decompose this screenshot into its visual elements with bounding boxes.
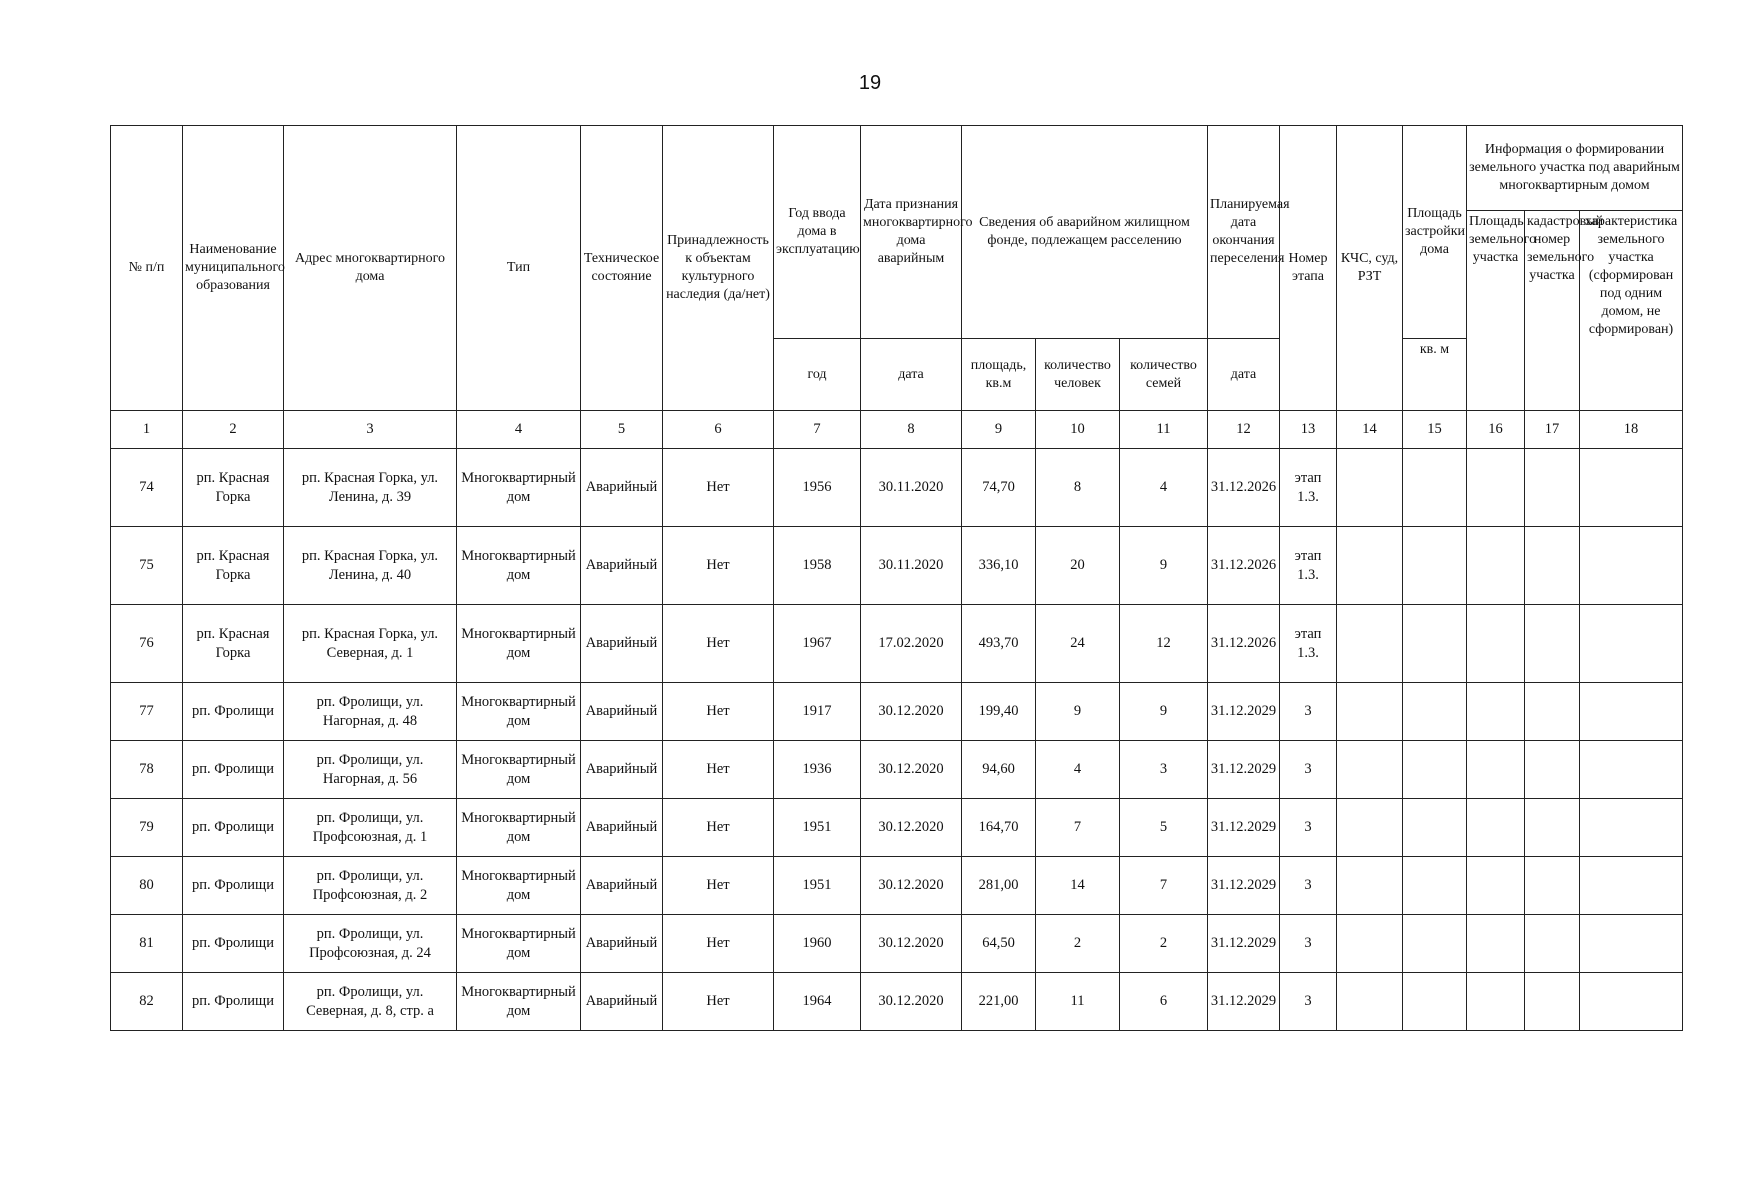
column-number: 18	[1580, 411, 1683, 449]
empty-cell	[1467, 799, 1525, 857]
people-cell: 2	[1036, 915, 1120, 973]
people-cell: 8	[1036, 449, 1120, 527]
header-num: № п/п	[111, 126, 183, 411]
empty-cell	[1525, 741, 1580, 799]
row-number: 82	[111, 973, 183, 1031]
planned-date-cell: 31.12.2029	[1208, 973, 1280, 1031]
column-number: 3	[284, 411, 457, 449]
type-cell: Многоквартирный дом	[457, 973, 581, 1031]
address-cell: рп. Фролищи, ул. Нагорная, д. 48	[284, 683, 457, 741]
condition-cell: Аварийный	[581, 449, 663, 527]
column-number: 7	[774, 411, 861, 449]
empty-cell	[1467, 857, 1525, 915]
stage-cell: 3	[1280, 799, 1337, 857]
subheader-plan-date: дата	[1208, 339, 1280, 411]
address-cell: рп. Фролищи, ул. Профсоюзная, д. 1	[284, 799, 457, 857]
empty-cell	[1525, 857, 1580, 915]
area-cell: 281,00	[962, 857, 1036, 915]
type-cell: Многоквартирный дом	[457, 449, 581, 527]
families-cell: 3	[1120, 741, 1208, 799]
type-cell: Многоквартирный дом	[457, 799, 581, 857]
people-cell: 4	[1036, 741, 1120, 799]
header-kchs: КЧС, суд, РЗТ	[1337, 126, 1403, 411]
empty-cell	[1580, 799, 1683, 857]
header-municipality: Наименование муниципального образования	[183, 126, 284, 411]
people-cell: 7	[1036, 799, 1120, 857]
column-number: 10	[1036, 411, 1120, 449]
empty-cell	[1337, 683, 1403, 741]
emergency-housing-table	[110, 125, 1683, 1031]
table-row	[111, 857, 1683, 915]
stage-cell: 3	[1280, 857, 1337, 915]
families-cell: 6	[1120, 973, 1208, 1031]
empty-cell	[1525, 527, 1580, 605]
planned-date-cell: 31.12.2029	[1208, 857, 1280, 915]
column-number: 14	[1337, 411, 1403, 449]
empty-cell	[1580, 683, 1683, 741]
empty-cell	[1403, 527, 1467, 605]
empty-cell	[1403, 857, 1467, 915]
year-cell: 1967	[774, 605, 861, 683]
stage-cell: 3	[1280, 915, 1337, 973]
families-cell: 9	[1120, 683, 1208, 741]
empty-cell	[1337, 973, 1403, 1031]
area-cell: 64,50	[962, 915, 1036, 973]
header-recognition-date: Дата признания многоквартирного дома аварийным	[861, 126, 962, 339]
subheader-area: площадь, кв.м	[962, 339, 1036, 411]
people-cell: 14	[1036, 857, 1120, 915]
area-cell: 94,60	[962, 741, 1036, 799]
empty-cell	[1580, 857, 1683, 915]
header-condition: Техническое состояние	[581, 126, 663, 411]
planned-date-cell: 31.12.2029	[1208, 683, 1280, 741]
recognition-date-cell: 30.12.2020	[861, 799, 962, 857]
address-cell: рп. Фролищи, ул. Профсоюзная, д. 2	[284, 857, 457, 915]
column-number: 17	[1525, 411, 1580, 449]
subheader-year: год	[774, 339, 861, 411]
stage-cell: 3	[1280, 683, 1337, 741]
planned-date-cell: 31.12.2026	[1208, 449, 1280, 527]
address-cell: рп. Фролищи, ул. Профсоюзная, д. 24	[284, 915, 457, 973]
people-cell: 11	[1036, 973, 1120, 1031]
municipality-cell: рп. Красная Горка	[183, 605, 284, 683]
empty-cell	[1467, 683, 1525, 741]
heritage-cell: Нет	[663, 973, 774, 1031]
recognition-date-cell: 30.12.2020	[861, 741, 962, 799]
empty-cell	[1467, 915, 1525, 973]
condition-cell: Аварийный	[581, 973, 663, 1031]
row-number: 78	[111, 741, 183, 799]
address-cell: рп. Фролищи, ул. Северная, д. 8, стр. а	[284, 973, 457, 1031]
column-number: 2	[183, 411, 284, 449]
recognition-date-cell: 30.12.2020	[861, 973, 962, 1031]
row-number: 75	[111, 527, 183, 605]
empty-cell	[1337, 741, 1403, 799]
table-row	[111, 799, 1683, 857]
empty-cell	[1525, 683, 1580, 741]
empty-cell	[1525, 973, 1580, 1031]
families-cell: 5	[1120, 799, 1208, 857]
empty-cell	[1467, 449, 1525, 527]
header-planned-date: Планируемая дата окончания переселения	[1208, 126, 1280, 339]
empty-cell	[1403, 605, 1467, 683]
municipality-cell: рп. Фролищи	[183, 973, 284, 1031]
empty-cell	[1467, 973, 1525, 1031]
empty-cell	[1467, 527, 1525, 605]
empty-cell	[1525, 605, 1580, 683]
condition-cell: Аварийный	[581, 605, 663, 683]
table-row	[111, 741, 1683, 799]
recognition-date-cell: 30.12.2020	[861, 683, 962, 741]
area-cell: 74,70	[962, 449, 1036, 527]
year-cell: 1958	[774, 527, 861, 605]
stage-cell: этап 1.3.	[1280, 527, 1337, 605]
families-cell: 2	[1120, 915, 1208, 973]
empty-cell	[1403, 915, 1467, 973]
condition-cell: Аварийный	[581, 683, 663, 741]
header-housing-info: Сведения об аварийном жилищном фонде, подлежащем расселению	[962, 126, 1208, 339]
empty-cell	[1337, 799, 1403, 857]
empty-cell	[1337, 857, 1403, 915]
header-land-area: Площадь земельного участка	[1467, 211, 1525, 411]
municipality-cell: рп. Фролищи	[183, 683, 284, 741]
municipality-cell: рп. Красная Горка	[183, 527, 284, 605]
year-cell: 1917	[774, 683, 861, 741]
empty-cell	[1580, 605, 1683, 683]
people-cell: 9	[1036, 683, 1120, 741]
heritage-cell: Нет	[663, 683, 774, 741]
table-row	[111, 973, 1683, 1031]
empty-cell	[1337, 527, 1403, 605]
heritage-cell: Нет	[663, 915, 774, 973]
planned-date-cell: 31.12.2029	[1208, 741, 1280, 799]
row-number: 80	[111, 857, 183, 915]
empty-cell	[1337, 915, 1403, 973]
municipality-cell: рп. Фролищи	[183, 799, 284, 857]
column-number: 15	[1403, 411, 1467, 449]
municipality-cell: рп. Фролищи	[183, 857, 284, 915]
municipality-cell: рп. Красная Горка	[183, 449, 284, 527]
header-building-area: Площадь застройки дома	[1403, 126, 1467, 339]
table-row	[111, 449, 1683, 527]
heritage-cell: Нет	[663, 857, 774, 915]
subheader-families: количество семей	[1120, 339, 1208, 411]
planned-date-cell: 31.12.2026	[1208, 605, 1280, 683]
column-number: 16	[1467, 411, 1525, 449]
column-number: 11	[1120, 411, 1208, 449]
empty-cell	[1580, 741, 1683, 799]
stage-cell: этап 1.3.	[1280, 449, 1337, 527]
people-cell: 24	[1036, 605, 1120, 683]
column-number: 4	[457, 411, 581, 449]
empty-cell	[1580, 973, 1683, 1031]
column-number: 13	[1280, 411, 1337, 449]
empty-cell	[1467, 741, 1525, 799]
header-year: Год ввода дома в эксплуатацию	[774, 126, 861, 339]
recognition-date-cell: 30.11.2020	[861, 527, 962, 605]
condition-cell: Аварийный	[581, 857, 663, 915]
area-cell: 164,70	[962, 799, 1036, 857]
table-row	[111, 683, 1683, 741]
type-cell: Многоквартирный дом	[457, 683, 581, 741]
column-number: 9	[962, 411, 1036, 449]
people-cell: 20	[1036, 527, 1120, 605]
empty-cell	[1525, 799, 1580, 857]
row-number: 76	[111, 605, 183, 683]
municipality-cell: рп. Фролищи	[183, 915, 284, 973]
row-number: 81	[111, 915, 183, 973]
address-cell: рп. Красная Горка, ул. Ленина, д. 39	[284, 449, 457, 527]
year-cell: 1951	[774, 799, 861, 857]
condition-cell: Аварийный	[581, 527, 663, 605]
year-cell: 1960	[774, 915, 861, 973]
empty-cell	[1403, 683, 1467, 741]
column-number: 8	[861, 411, 962, 449]
heritage-cell: Нет	[663, 605, 774, 683]
year-cell: 1964	[774, 973, 861, 1031]
row-number: 77	[111, 683, 183, 741]
type-cell: Многоквартирный дом	[457, 741, 581, 799]
page-number: 19	[858, 72, 882, 94]
families-cell: 12	[1120, 605, 1208, 683]
address-cell: рп. Фролищи, ул. Нагорная, д. 56	[284, 741, 457, 799]
families-cell: 9	[1120, 527, 1208, 605]
header-land-characteristic: характеристика земельного участка (сформирован под одним домом, не сформирован)	[1580, 211, 1683, 411]
heritage-cell: Нет	[663, 799, 774, 857]
type-cell: Многоквартирный дом	[457, 915, 581, 973]
empty-cell	[1403, 799, 1467, 857]
empty-cell	[1525, 449, 1580, 527]
heritage-cell: Нет	[663, 449, 774, 527]
condition-cell: Аварийный	[581, 799, 663, 857]
header-type: Тип	[457, 126, 581, 411]
stage-cell: 3	[1280, 973, 1337, 1031]
empty-cell	[1580, 449, 1683, 527]
municipality-cell: рп. Фролищи	[183, 741, 284, 799]
families-cell: 4	[1120, 449, 1208, 527]
empty-cell	[1525, 915, 1580, 973]
year-cell: 1936	[774, 741, 861, 799]
header-address: Адрес многоквартирного дома	[284, 126, 457, 411]
table-row	[111, 605, 1683, 683]
type-cell: Многоквартирный дом	[457, 605, 581, 683]
type-cell: Многоквартирный дом	[457, 857, 581, 915]
column-number: 6	[663, 411, 774, 449]
recognition-date-cell: 17.02.2020	[861, 605, 962, 683]
condition-cell: Аварийный	[581, 741, 663, 799]
area-cell: 199,40	[962, 683, 1036, 741]
column-number: 1	[111, 411, 183, 449]
recognition-date-cell: 30.12.2020	[861, 857, 962, 915]
area-cell: 493,70	[962, 605, 1036, 683]
stage-cell: 3	[1280, 741, 1337, 799]
year-cell: 1956	[774, 449, 861, 527]
header-heritage: Принадлежность к объектам культурного наследия (да/нет)	[663, 126, 774, 411]
subheader-sqm: кв. м	[1403, 339, 1467, 411]
subheader-date: дата	[861, 339, 962, 411]
header-land-info: Информация о формировании земельного участка под аварийным многоквартирным домом	[1467, 126, 1683, 211]
empty-cell	[1337, 449, 1403, 527]
address-cell: рп. Красная Горка, ул. Северная, д. 1	[284, 605, 457, 683]
area-cell: 221,00	[962, 973, 1036, 1031]
column-number: 12	[1208, 411, 1280, 449]
header-stage: Номер этапа	[1280, 126, 1337, 411]
planned-date-cell: 31.12.2029	[1208, 799, 1280, 857]
planned-date-cell: 31.12.2029	[1208, 915, 1280, 973]
header-cadastral-number: кадастровый номер земельного участка	[1525, 211, 1580, 411]
address-cell: рп. Красная Горка, ул. Ленина, д. 40	[284, 527, 457, 605]
column-number-row	[111, 411, 1683, 449]
type-cell: Многоквартирный дом	[457, 527, 581, 605]
empty-cell	[1403, 449, 1467, 527]
stage-cell: этап 1.3.	[1280, 605, 1337, 683]
empty-cell	[1337, 605, 1403, 683]
empty-cell	[1403, 973, 1467, 1031]
planned-date-cell: 31.12.2026	[1208, 527, 1280, 605]
empty-cell	[1580, 527, 1683, 605]
column-number: 5	[581, 411, 663, 449]
year-cell: 1951	[774, 857, 861, 915]
heritage-cell: Нет	[663, 527, 774, 605]
subheader-people: количество человек	[1036, 339, 1120, 411]
heritage-cell: Нет	[663, 741, 774, 799]
recognition-date-cell: 30.12.2020	[861, 915, 962, 973]
table-row	[111, 527, 1683, 605]
recognition-date-cell: 30.11.2020	[861, 449, 962, 527]
area-cell: 336,10	[962, 527, 1036, 605]
row-number: 74	[111, 449, 183, 527]
families-cell: 7	[1120, 857, 1208, 915]
empty-cell	[1467, 605, 1525, 683]
empty-cell	[1403, 741, 1467, 799]
condition-cell: Аварийный	[581, 915, 663, 973]
table-row	[111, 915, 1683, 973]
row-number: 79	[111, 799, 183, 857]
empty-cell	[1580, 915, 1683, 973]
